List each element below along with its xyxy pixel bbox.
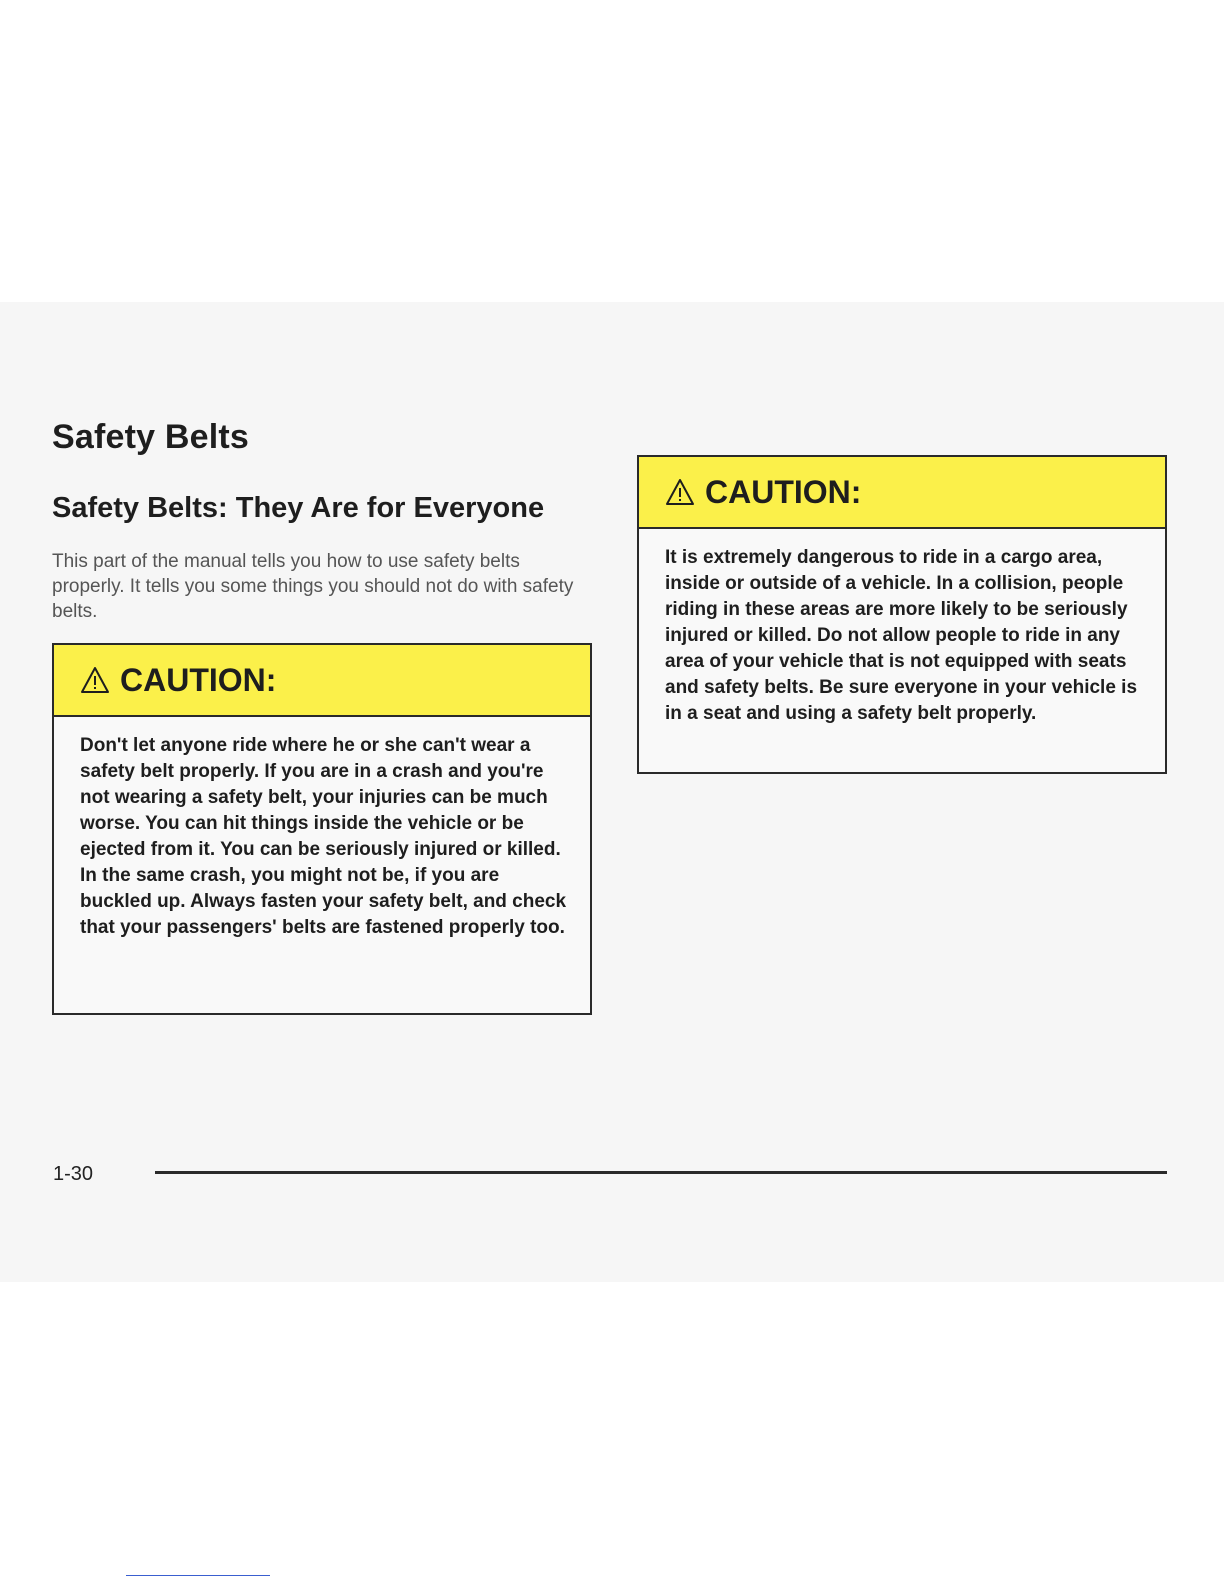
footer-rule bbox=[155, 1171, 1167, 1174]
bottom-rule bbox=[126, 1575, 270, 1576]
intro-paragraph: This part of the manual tells you how to use safety belts properly. It tells you some things you should not do with safety belts. bbox=[52, 551, 574, 622]
warning-triangle-icon bbox=[80, 666, 110, 694]
caution-box-right bbox=[637, 455, 1167, 774]
caution-header bbox=[54, 645, 590, 717]
page-number: 1-30 bbox=[53, 1163, 94, 1185]
warning-triangle-icon bbox=[665, 478, 695, 506]
caution-header bbox=[639, 457, 1165, 529]
caution-label: CAUTION: bbox=[120, 661, 277, 698]
subsection-title: Safety Belts: They Are for Everyone bbox=[52, 492, 545, 524]
caution-box-left bbox=[52, 643, 592, 1015]
section-title: Safety Belts bbox=[52, 418, 250, 456]
caution-body: Don't let anyone ride where he or she can't wear a safety belt properly. If you are in a crash and you're not wearing a safety belt, your injuries can be much worse. You can hit things inside the vehicle or be ejected from it. You can be seriously injured or killed. In the same crash, you might not be, if you are buckled up. Always fasten your safety belt, and check that your passengers' belts are fastened properly too. bbox=[80, 735, 567, 938]
caution-body: It is extremely dangerous to ride in a cargo area, inside or outside of a vehicle. In a collision, people riding in these areas are more likely to be seriously injured or killed. Do not allow people to ride in any area of your vehicle that is not equipped with seats and safety belts. Be sure everyone in your vehicle is in a seat and using a safety belt properly. bbox=[665, 547, 1138, 724]
caution-label: CAUTION: bbox=[705, 473, 862, 510]
